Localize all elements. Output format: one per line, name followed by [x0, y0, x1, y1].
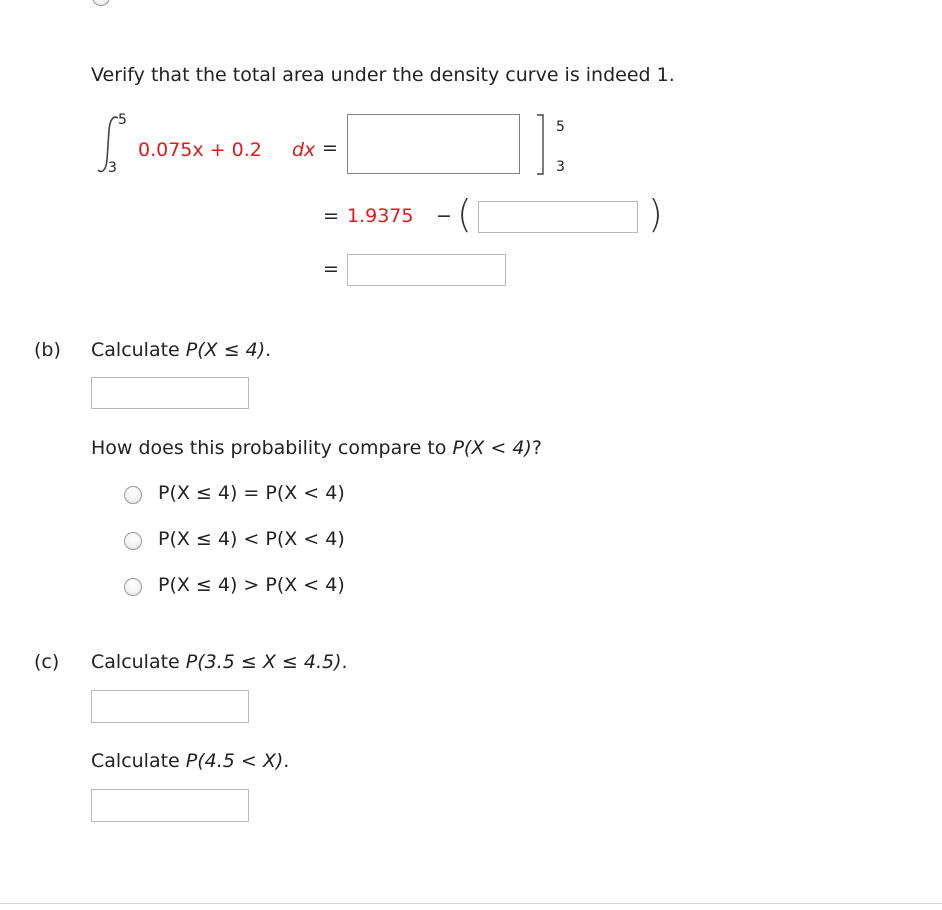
part-c-label: (c) [34, 651, 60, 673]
part-a-prompt: Verify that the total area under the density curve is indeed 1. [91, 64, 675, 86]
minus-sign: − [436, 205, 452, 227]
eval-lower-limit: 3 [556, 159, 565, 175]
part-c-prompt-1-prefix: Calculate [91, 651, 186, 673]
line2-equals-sign: = [323, 205, 339, 227]
option-equal-radio[interactable] [124, 486, 142, 504]
eval-upper-limit: 5 [556, 119, 565, 135]
part-c-answer-input-1[interactable] [91, 690, 249, 723]
compare-question [91, 437, 542, 459]
evaluation-bracket-icon [536, 114, 546, 176]
part-c-prompt-2-prefix: Calculate [91, 750, 186, 772]
part-c-answer-input-2[interactable] [91, 789, 249, 822]
part-c-prompt-1-suffix: . [341, 651, 348, 673]
right-paren: ) [648, 192, 663, 236]
part-b-label: (b) [34, 339, 61, 361]
partial-radio-button[interactable] [92, 0, 110, 6]
left-paren: ( [457, 192, 472, 236]
part-c-prompt-2-math: P(4.5 < X) [185, 750, 284, 772]
part-b-prompt-math: P(X ≤ 4) [185, 339, 266, 361]
total-area-input[interactable] [347, 254, 506, 286]
option-greater-radio[interactable] [124, 578, 142, 596]
part-c-prompt-1-math: P(3.5 ≤ X ≤ 4.5) [185, 651, 342, 673]
lower-evaluation-input[interactable] [478, 201, 638, 233]
line3-equals-sign: = [323, 258, 339, 280]
integral-upper-limit: 5 [118, 112, 127, 128]
option-less-radio[interactable] [124, 532, 142, 550]
part-b-prompt [91, 339, 271, 361]
compare-math: P(X < 4) [452, 437, 532, 459]
integrand: 0.075x + 0.2 [138, 139, 262, 161]
part-c-prompt-1 [91, 651, 348, 673]
bottom-divider [0, 903, 942, 904]
compare-prefix: How does this probability compare to [91, 437, 453, 459]
part-c-prompt-2-suffix: . [283, 750, 290, 772]
part-b-prompt-prefix: Calculate [91, 339, 186, 361]
part-b-answer-input[interactable] [91, 377, 249, 409]
equals-sign: = [322, 137, 338, 159]
part-c-prompt-2 [91, 750, 289, 772]
antiderivative-input[interactable] [347, 114, 520, 174]
option-less-label[interactable]: P(X ≤ 4) < P(X < 4) [158, 528, 345, 550]
upper-evaluation-value: 1.9375 [347, 205, 414, 227]
option-greater-label[interactable]: P(X ≤ 4) > P(X < 4) [158, 574, 345, 596]
integral-lower-limit: 3 [108, 160, 117, 176]
differential: dx [292, 139, 316, 161]
compare-suffix: ? [531, 437, 542, 459]
part-b-prompt-suffix: . [265, 339, 272, 361]
option-equal-label[interactable]: P(X ≤ 4) = P(X < 4) [158, 482, 345, 504]
